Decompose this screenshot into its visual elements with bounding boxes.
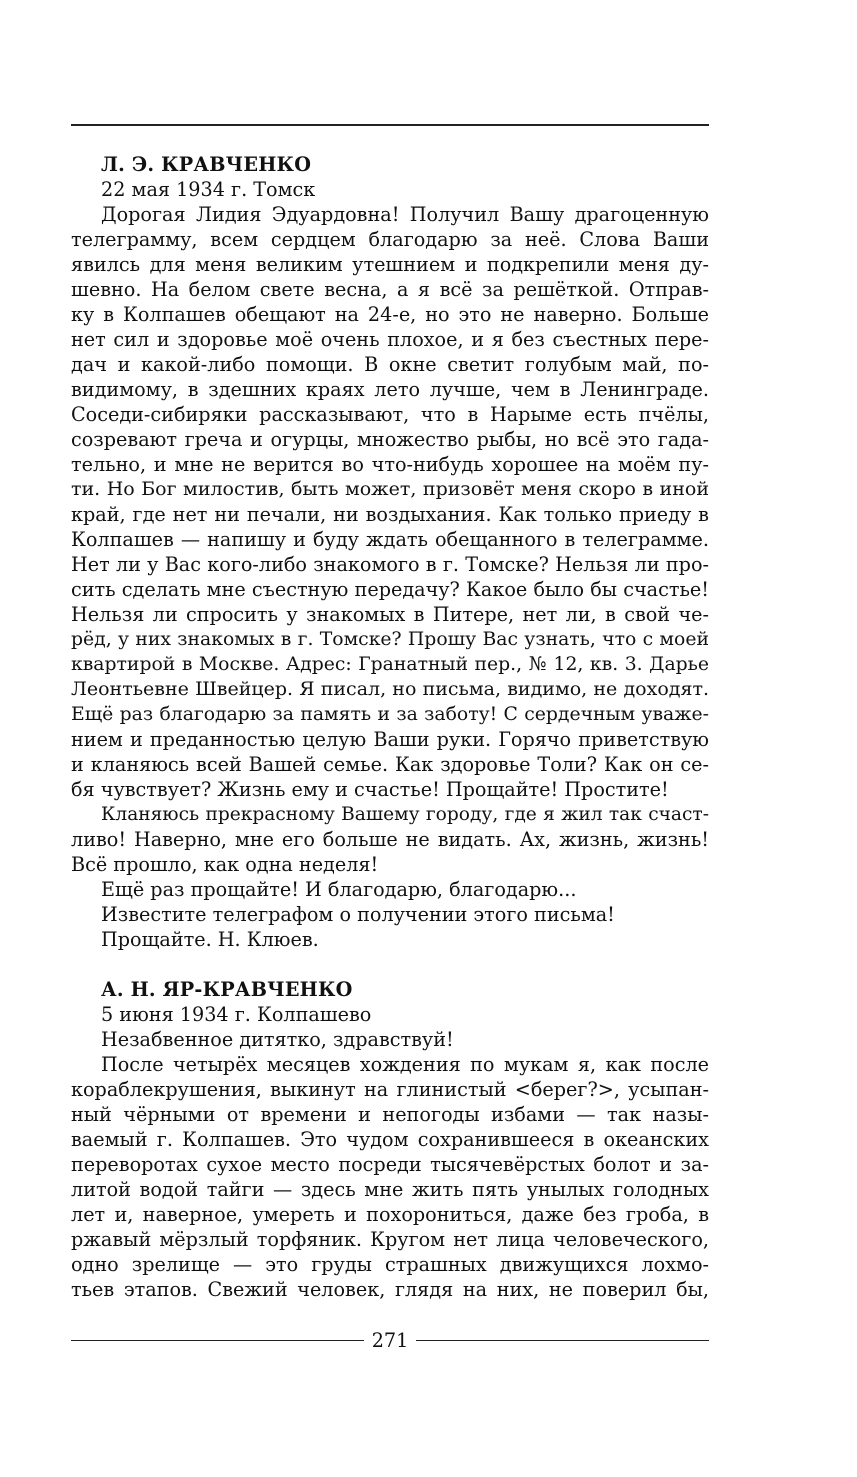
footer-rule-right: [416, 1340, 709, 1341]
letter-2-line: литой водой тайги — здесь мне жить пять унылых голодных: [71, 1178, 709, 1201]
page-body: [71, 152, 709, 1302]
letter-separator: [71, 952, 709, 977]
letter-1-line: край, где нет ни печали, ни воздыхания. Как только приеду в: [71, 503, 709, 526]
letter-1-line: Дорогая Лидия Эдуардовна! Получил Вашу драгоценную: [101, 203, 709, 226]
letter-1-recipient: Л. Э. КРАВЧЕНКО: [101, 153, 312, 176]
letter-2-line: тьев этапов. Свежий человек, глядя на них, не поверил бы,: [71, 1278, 709, 1301]
letter-1-line: видимому, в здешних краях лето лучше, чем в Ленинграде.: [71, 378, 709, 401]
letter-2-recipient: А. Н. ЯР-КРАВЧЕНКО: [101, 978, 353, 1001]
letter-1-line: Нельзя ли спросить у знакомых в Питере, нет ли, в свой че-: [71, 603, 709, 626]
letter-1-line: созревают греча и огурцы, множество рыбы, но всё это гада-: [71, 428, 709, 451]
letter-1-line: Соседи-сибиряки рассказывают, что в Нарыме есть пчёлы,: [71, 403, 709, 426]
letter-1-line: Кланяюсь прекрасному Вашему городу, где я жил так счаст-: [101, 804, 709, 825]
letter-1-line: Колпашев — напишу и буду ждать обещанного в телеграмме.: [71, 528, 709, 551]
letter-1-line: тельно, и мне не верится во что-нибудь хорошее на моём пу-: [71, 453, 709, 476]
page-number: 271: [371, 1329, 409, 1352]
letter-1-line: Известите телеграфом о получении этого письма!: [101, 903, 615, 926]
footer-rule-left: [71, 1340, 364, 1341]
letter-1-line: Ещё раз благодарю за память и за заботу! С сердечным уваже-: [71, 704, 709, 725]
page-footer: [71, 1328, 709, 1354]
letter-2-line: кораблекрушения, выкинут на глинистый <берег?>, усыпан-: [71, 1078, 709, 1101]
letter-2-line: ный чёрными от времени и непогоды избами — так назы-: [71, 1103, 709, 1126]
letter-1-dateline: 22 мая 1934 г. Томск: [101, 178, 316, 201]
letter-1-line: явилсь для меня великим утешнием и подкрепили меня ду-: [71, 253, 709, 276]
letter-1-line: Леонтьевне Швейцер. Я писал, но письма, видимо, не доходят.: [71, 678, 709, 700]
letter-1-line: нет сил и здоровье моё очень плохое, и я без съестных пере-: [71, 328, 709, 351]
letter-1-line: нием и преданностью целую Ваши руки. Горячо приветствую: [71, 728, 709, 751]
letter-1-line: ку в Колпашев обещают на 24-е, но это не наверно. Больше: [71, 303, 709, 326]
letter-2-dateline: 5 июня 1934 г. Колпашево: [101, 1003, 372, 1026]
letter-2-line: лет и, наверное, умереть и похорониться, даже без гроба, в: [71, 1203, 709, 1226]
letter-1-line: бя чувствует? Жизнь ему и счастье! Прощайте! Простите!: [71, 778, 669, 801]
letter-1-line: и кланяюсь всей Вашей семье. Как здоровье Толи? Как он се-: [71, 753, 709, 776]
letter-1-line: ливо! Наверно, мне его больше не видать. Ах, жизнь, жизнь!: [71, 828, 709, 851]
letter-1-line: дач и какой-либо помощи. В окне светит голубым май, по-: [71, 353, 709, 376]
letter-1-line: телеграмму, всем сердцем благодарю за неё. Слова Ваши: [71, 228, 709, 251]
letter-2-greeting: Незабвенное дитятко, здравствуй!: [101, 1028, 454, 1051]
letter-1-line: шевно. На белом свете весна, а я всё за решёткой. Отправ-: [71, 278, 709, 301]
letter-1-line: Нет ли у Вас кого-либо знакомого в г. Томске? Нельзя ли про-: [71, 553, 709, 576]
top-rule: [71, 124, 709, 126]
letter-1-line: квартирой в Москве. Адрес: Гранатный пер., № 12, кв. 3. Дарье: [71, 654, 709, 675]
letter-2-line: одно зрелище — это груды страшных движущихся лохмо-: [71, 1253, 709, 1276]
letter-1-line: рёд, у них знакомых в г. Томске? Прошу Вас узнать, что с моей: [71, 629, 709, 650]
letter-1-line: Всё прошло, как одна неделя!: [71, 853, 379, 876]
letter-1-line: ти. Но Бог милостив, быть может, призовёт меня скоро в иной: [71, 478, 709, 500]
letter-2-line: ржавый мёрзлый торфяник. Кругом нет лица человеческого,: [71, 1228, 709, 1251]
letter-2-line: переворотах сухое место посреди тысячевёрстых болот и за-: [71, 1153, 709, 1176]
letter-1-signature: Прощайте. Н. Клюев.: [101, 928, 319, 951]
letter-1-line: Ещё раз прощайте! И благодарю, благодарю...: [101, 878, 577, 901]
letter-2-line: ваемый г. Колпашев. Это чудом сохранившееся в океанских: [71, 1128, 709, 1151]
letter-2-line: После четырёх месяцев хождения по мукам я, как после: [101, 1053, 709, 1076]
letter-1-line: сить сделать мне съестную передачу? Какое было бы счастье!: [71, 578, 709, 601]
